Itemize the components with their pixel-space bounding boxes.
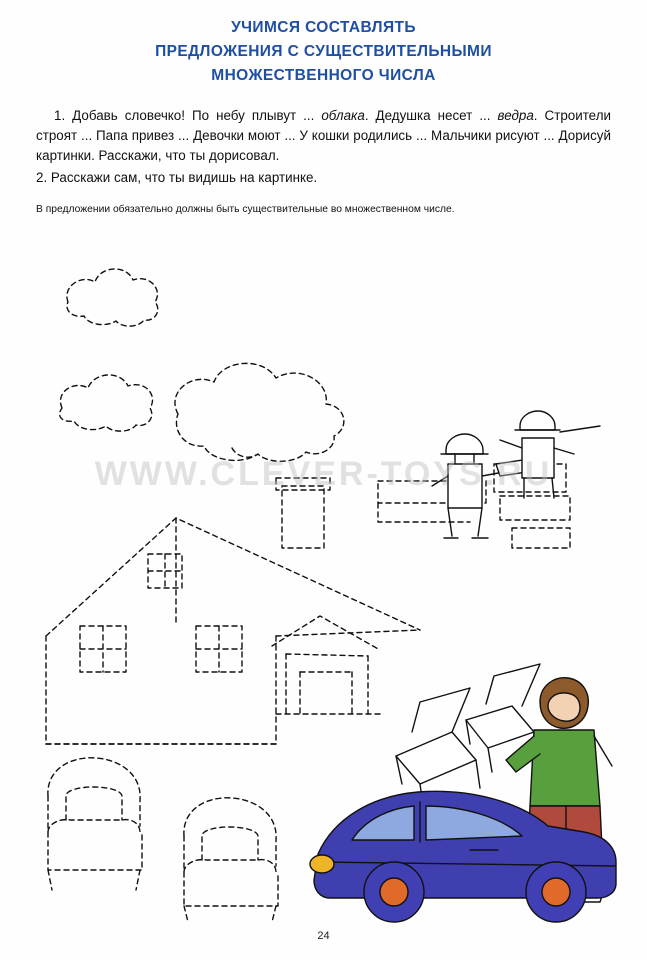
armchair-left-icon	[48, 758, 142, 890]
task-1-part-b: . Дедушка несет ...	[364, 108, 498, 124]
cloud-large-icon	[175, 363, 344, 461]
task-1-text	[36, 106, 611, 165]
task-1-part-a: 1. Добавь словечко! По небу плывут ...	[54, 108, 322, 124]
watermark-text: WWW.CLEVER-TOYS.RU	[94, 455, 553, 493]
page-title	[0, 0, 647, 88]
page-number: 24	[317, 930, 330, 942]
dashed-house-icon	[46, 478, 420, 744]
task-2-label: 2. Расскажи сам, что ты видишь на картинке.	[36, 169, 318, 185]
task-2-text	[36, 168, 611, 188]
teacher-note: В предложении обязательно должны быть существительные во множественном числе.	[36, 204, 455, 216]
title-line-3: МНОЖЕСТВЕННОГО ЧИСЛА	[211, 67, 436, 85]
armchair-right-icon	[184, 798, 278, 922]
task-1-part-c: . Строители строят ... Папа привез ... Девочки моют ... У кошки родились ... Мальчики рисуют ... Дорисуй картинки. Расскажи, что ты дорисовал.	[36, 108, 611, 163]
stacked-chairs-icon	[396, 664, 540, 812]
cloud-medium-icon	[60, 375, 153, 431]
builder-right-figure	[500, 411, 600, 498]
illustration-area	[0, 236, 647, 926]
cloud-small-icon	[67, 269, 158, 326]
illustration-svg	[0, 236, 647, 926]
title-line-2: ПРЕДЛОЖЕНИЯ С СУЩЕСТВИТЕЛЬНЫМИ	[155, 43, 492, 61]
task-1-italic-1: облака	[321, 108, 365, 124]
title-line-1: УЧИМСЯ СОСТАВЛЯТЬ	[231, 19, 416, 36]
task-1-italic-2: ведра	[497, 108, 534, 124]
